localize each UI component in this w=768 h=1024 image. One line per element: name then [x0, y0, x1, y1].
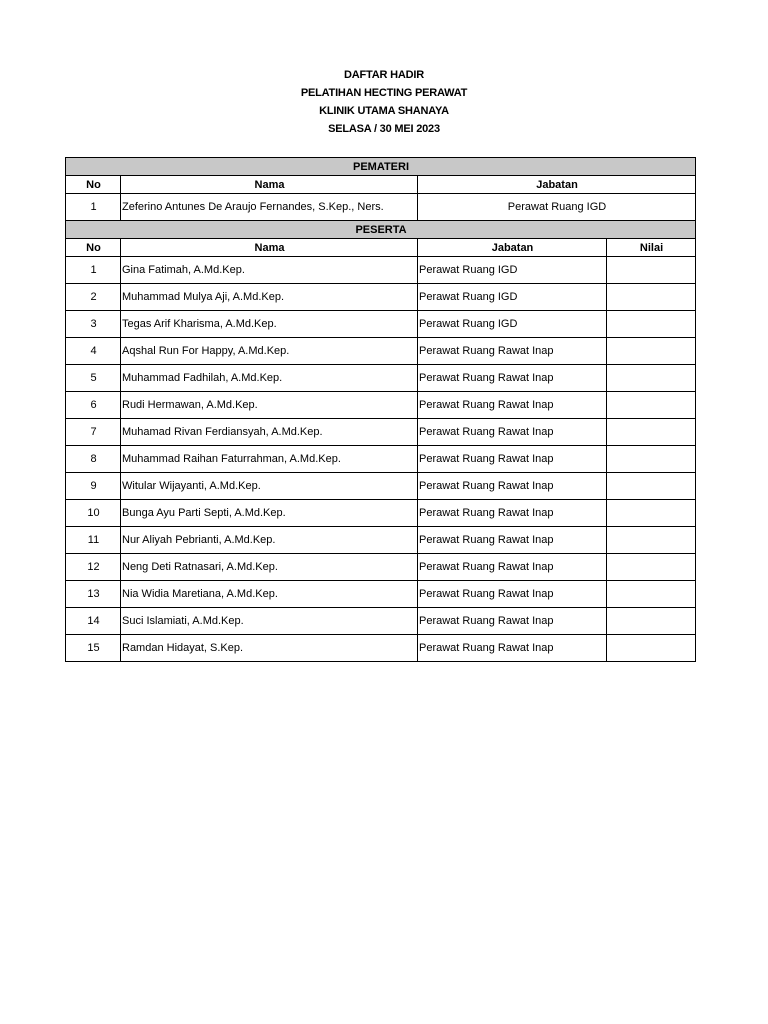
participant-nama: Ramdan Hidayat, S.Kep. [121, 635, 418, 662]
participant-no: 7 [66, 419, 121, 446]
peserta-section-header [66, 221, 696, 239]
participant-jabatan: Perawat Ruang Rawat Inap [418, 581, 607, 608]
participant-nilai [607, 446, 696, 473]
participant-jabatan: Perawat Ruang Rawat Inap [418, 608, 607, 635]
participant-nilai [607, 527, 696, 554]
speaker-no: 1 [66, 194, 121, 221]
participant-jabatan: Perawat Ruang Rawat Inap [418, 365, 607, 392]
participant-jabatan: Perawat Ruang Rawat Inap [418, 473, 607, 500]
participant-nilai [607, 257, 696, 284]
participant-nama: Tegas Arif Kharisma, A.Md.Kep. [121, 311, 418, 338]
participant-row [66, 257, 696, 284]
column-header-no: No [66, 239, 121, 257]
training-title: PELATIHAN HECTING PERAWAT [300, 87, 468, 99]
participant-jabatan: Perawat Ruang Rawat Inap [418, 392, 607, 419]
participant-nilai [607, 635, 696, 662]
participant-no: 1 [66, 257, 121, 284]
participant-no: 12 [66, 554, 121, 581]
participant-jabatan: Perawat Ruang Rawat Inap [418, 419, 607, 446]
participant-nilai [607, 365, 696, 392]
participant-nama: Rudi Hermawan, A.Md.Kep. [121, 392, 418, 419]
participant-nama: Muhammad Mulya Aji, A.Md.Kep. [121, 284, 418, 311]
participant-row [66, 635, 696, 662]
participant-jabatan: Perawat Ruang Rawat Inap [418, 338, 607, 365]
participant-nilai [607, 608, 696, 635]
participant-no: 2 [66, 284, 121, 311]
clinic-name: KLINIK UTAMA SHANAYA [319, 105, 449, 117]
pemateri-column-header-row [66, 176, 696, 194]
participant-row [66, 419, 696, 446]
participant-jabatan: Perawat Ruang Rawat Inap [418, 527, 607, 554]
participant-nama: Witular Wijayanti, A.Md.Kep. [121, 473, 418, 500]
column-header-nama: Nama [121, 176, 418, 194]
participant-nilai [607, 284, 696, 311]
participant-nilai [607, 419, 696, 446]
participant-jabatan: Perawat Ruang IGD [418, 311, 607, 338]
document-header [0, 66, 768, 138]
attendance-table-body [66, 158, 696, 662]
participant-row [66, 554, 696, 581]
participant-nama: Bunga Ayu Parti Septi, A.Md.Kep. [121, 500, 418, 527]
participant-nama: Aqshal Run For Happy, A.Md.Kep. [121, 338, 418, 365]
participant-nilai [607, 311, 696, 338]
participant-nama: Muhammad Raihan Faturrahman, A.Md.Kep. [121, 446, 418, 473]
column-header-jabatan: Jabatan [418, 176, 696, 194]
peserta-column-header-row [66, 239, 696, 257]
participant-no: 3 [66, 311, 121, 338]
speaker-row [66, 194, 696, 221]
participant-no: 15 [66, 635, 121, 662]
participant-nama: Muhammad Fadhilah, A.Md.Kep. [121, 365, 418, 392]
attendance-table [65, 157, 696, 662]
participant-no: 4 [66, 338, 121, 365]
participant-row [66, 608, 696, 635]
participant-nilai [607, 581, 696, 608]
participant-nama: Suci Islamiati, A.Md.Kep. [121, 608, 418, 635]
column-header-no: No [66, 176, 121, 194]
participant-nama: Gina Fatimah, A.Md.Kep. [121, 257, 418, 284]
participant-nilai [607, 473, 696, 500]
participant-nilai [607, 554, 696, 581]
participant-row [66, 284, 696, 311]
column-header-nama: Nama [121, 239, 418, 257]
participant-jabatan: Perawat Ruang IGD [418, 284, 607, 311]
participant-no: 13 [66, 581, 121, 608]
document-title: DAFTAR HADIR [344, 69, 424, 81]
peserta-section-title: PESERTA [66, 221, 696, 239]
participant-jabatan: Perawat Ruang Rawat Inap [418, 446, 607, 473]
participant-nilai [607, 392, 696, 419]
participant-jabatan: Perawat Ruang Rawat Inap [418, 635, 607, 662]
participant-no: 8 [66, 446, 121, 473]
pemateri-section-header [66, 158, 696, 176]
participant-no: 9 [66, 473, 121, 500]
participant-no: 10 [66, 500, 121, 527]
column-header-nilai: Nilai [607, 239, 696, 257]
participant-nilai [607, 338, 696, 365]
participant-no: 14 [66, 608, 121, 635]
participant-row [66, 581, 696, 608]
event-date: SELASA / 30 MEI 2023 [328, 123, 440, 135]
participant-row [66, 446, 696, 473]
speaker-nama: Zeferino Antunes De Araujo Fernandes, S.Kep., Ners. [121, 194, 418, 221]
participant-nama: Nia Widia Maretiana, A.Md.Kep. [121, 581, 418, 608]
participant-row [66, 500, 696, 527]
participant-jabatan: Perawat Ruang Rawat Inap [418, 554, 607, 581]
participant-no: 6 [66, 392, 121, 419]
participant-row [66, 473, 696, 500]
participant-row [66, 365, 696, 392]
participant-jabatan: Perawat Ruang IGD [418, 257, 607, 284]
column-header-jabatan: Jabatan [418, 239, 607, 257]
participant-row [66, 311, 696, 338]
participant-row [66, 392, 696, 419]
participant-jabatan: Perawat Ruang Rawat Inap [418, 500, 607, 527]
participant-nilai [607, 500, 696, 527]
participant-no: 11 [66, 527, 121, 554]
participant-nama: Muhamad Rivan Ferdiansyah, A.Md.Kep. [121, 419, 418, 446]
speaker-jabatan: Perawat Ruang IGD [418, 194, 696, 221]
participant-no: 5 [66, 365, 121, 392]
participant-nama: Nur Aliyah Pebrianti, A.Md.Kep. [121, 527, 418, 554]
participant-nama: Neng Deti Ratnasari, A.Md.Kep. [121, 554, 418, 581]
participant-row [66, 527, 696, 554]
pemateri-section-title: PEMATERI [66, 158, 696, 176]
participant-row [66, 338, 696, 365]
